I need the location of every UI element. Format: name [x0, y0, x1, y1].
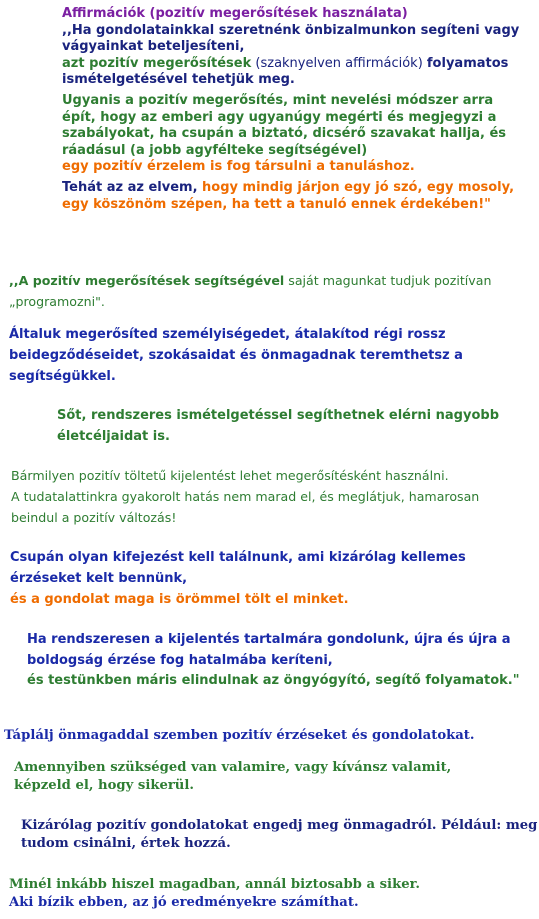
paragraph-line: és testünkben máris elindulnak az öngyógyító, segítő folyamatok."	[27, 673, 520, 688]
paragraph-line	[62, 180, 514, 197]
paragraph-line: életcéljaidat is.	[57, 429, 170, 444]
paragraph-line: Bármilyen pozitív töltetű kijelentést lehet megerősítésként használni.	[11, 468, 449, 483]
paragraph-line: beindul a pozitív változás!	[11, 510, 177, 525]
happiness-paragraph	[27, 630, 519, 692]
paragraph-segment: ,,A pozitív megerősítések segítségével	[9, 273, 285, 288]
method-paragraph	[62, 93, 506, 176]
quote-line: vágyainkat beteljesíteni,	[62, 39, 245, 54]
paragraph-line: Aki bízik ebben, az jó eredményekre számíthat.	[9, 894, 359, 910]
personality-paragraph	[9, 325, 463, 387]
quote-segment: azt pozitív megerősítések	[62, 55, 252, 71]
paragraph-line	[9, 270, 491, 291]
paragraph-line: Ha rendszeresen a kijelentés tartalmára gondolunk, újra és újra a	[27, 632, 511, 647]
programming-paragraph	[9, 270, 491, 312]
paragraph-line: Csupán olyan kifejezést kell találnunk, ami kizárólag kellemes	[10, 550, 466, 565]
quote-line: ismételgetésével tehetjük meg.	[62, 72, 295, 87]
subconscious-paragraph	[11, 465, 479, 528]
paragraph-line: Táplálj önmagaddal szemben pozitív érzéseket és gondolatokat.	[4, 728, 475, 743]
paragraph-line: tudom csinálni, értek hozzá.	[21, 836, 231, 851]
paragraph-segment: Tehát az az elvem,	[62, 180, 203, 195]
paragraph-line: boldogság érzése fog hatalmába keríteni,	[27, 652, 333, 668]
affirmation-intro	[62, 6, 519, 89]
life-goals-paragraph	[57, 405, 499, 447]
paragraph-line: A tudatalattinkra gyakorolt hatás nem marad el, és meglátjuk, hamarosan	[11, 489, 480, 504]
paragraph-line: egy pozitív érzelem is fog társulni a tanuláshoz.	[62, 159, 415, 174]
quote-line: ,,Ha gondolatainkkal szeretnénk önbizalmunkon segíteni vagy	[62, 22, 520, 38]
quote-segment: folyamatos	[426, 55, 509, 71]
imagine-paragraph	[14, 759, 451, 795]
paragraph-line: szabályokat, ha csupán a biztató, dicsérő szavakat hallja, és	[62, 126, 507, 141]
paragraph-line: Minél inkább hiszel magadban, annál biztosabb a siker.	[9, 877, 420, 892]
paragraph-line: Ugyanis a pozitív megerősítés, mint nevelési módszer arra	[62, 93, 494, 108]
principle-paragraph	[62, 180, 514, 213]
expression-paragraph	[10, 547, 466, 610]
paragraph-line: beidegződéseidet, szokásaidat és önmagadnak teremthetsz a	[9, 347, 463, 363]
positive-thoughts-paragraph	[21, 817, 537, 853]
paragraph-line: Általuk megerősíted személyiségedet, átalakítod régi rossz	[9, 327, 446, 342]
paragraph-line: Amennyiben szükséged van valamire, vagy kívánsz valamit,	[14, 760, 452, 775]
paragraph-line: ráadásul (a jobb agyféltekе segítségével)	[62, 142, 368, 158]
paragraph-line: érzéseket kelt bennünk,	[10, 571, 188, 586]
paragraph-line: „programozni".	[9, 294, 105, 309]
paragraph-line: és a gondolat maga is örömmel tölt el minket.	[10, 592, 349, 607]
paragraph-line: egy köszönöm szépen, ha tett a tanuló ennek érdekében!"	[62, 196, 491, 212]
paragraph-line: épít, hogy az emberi agy ugyanúgy megérti és megjegyzi a	[62, 109, 497, 125]
section-title: Affirmációk (pozitív megerősítések használata)	[62, 6, 408, 21]
quote-segment: (szaknyelven affirmációk)	[251, 55, 427, 71]
paragraph-line: segítségükkel.	[9, 368, 116, 384]
paragraph-segment: saját magunkat tudjuk pozitívan	[284, 273, 492, 288]
quote-line	[62, 56, 519, 73]
paragraph-line: képzeld el, hogy sikerül.	[14, 778, 194, 793]
paragraph-segment: hogy mindig járjon egy jó szó, egy mosoly,	[202, 180, 515, 195]
belief-paragraph	[9, 876, 420, 911]
paragraph-line: Sőt, rendszeres ismételgetéssel segíthetnek elérni nagyobb	[57, 408, 499, 423]
nurture-line	[4, 728, 474, 745]
paragraph-line: Kizárólag pozitív gondolatokat engedj meg önmagadról. Például: meg	[21, 818, 538, 833]
